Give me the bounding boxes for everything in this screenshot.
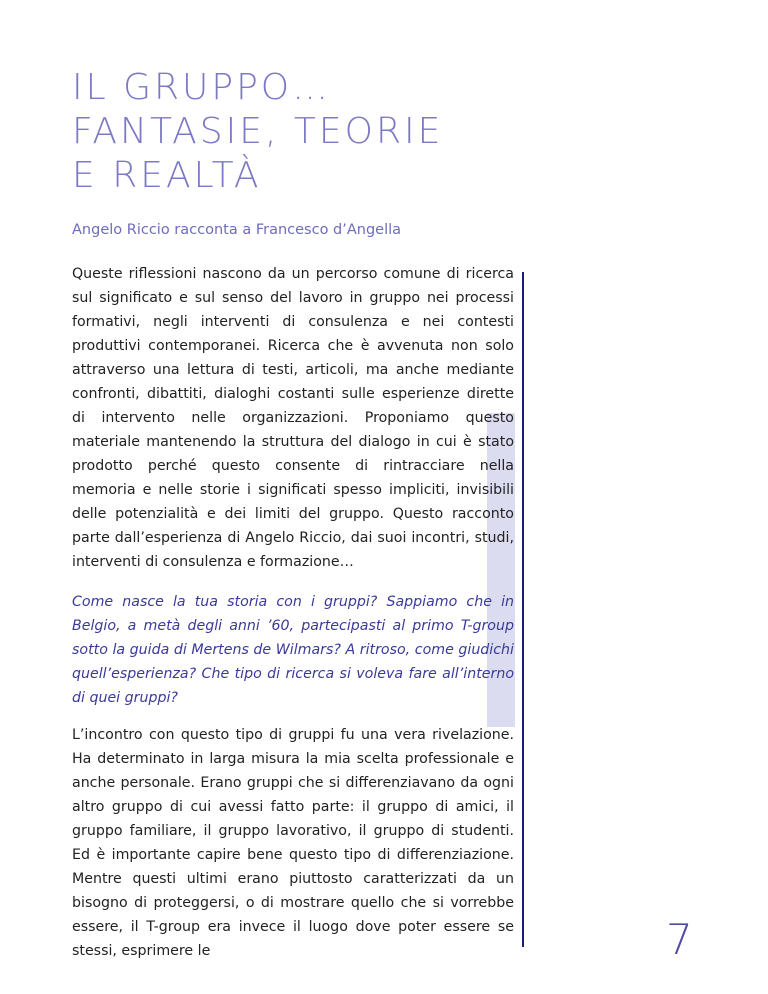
title-line-2: FANTASIE, TEORIE [72, 111, 444, 152]
vertical-rule [522, 272, 524, 947]
byline: Angelo Riccio racconta a Francesco d’Angella [72, 222, 402, 238]
answer-paragraph: L’incontro con questo tipo di gruppi fu una vera rivelazione. Ha determinato in larga misura la mia scelta professionale e anche personale. Erano gruppi che si differenziavano da ogni altro gruppo di cui avessi fatto parte: il gruppo di amici, il gruppo familiare, il gruppo lavorativo, il gruppo di studenti. Ed è importante capire bene questo tipo di differenziazione. Mentre questi ultimi erano piuttosto caratterizzati da un bisogno di proteggersi, o di mostrare quello che si vorrebbe essere, il T-group era invece il luogo dove poter essere se stessi, esprimere le [72, 727, 514, 959]
title-line-1: IL GRUPPO… [72, 67, 332, 108]
title-line-3: E REALTÀ [72, 155, 262, 196]
interview-question: Come nasce la tua storia con i gruppi? Sappiamo che in Belgio, a metà degli anni ’60, partecipasti al primo T-group sotto la guida di Mertens de Wilmars? A ritroso, come giudichi quell’esperienza? Che tipo di ricerca si voleva fare all’interno di quei gruppi? [72, 594, 514, 706]
intro-paragraph: Queste riflessioni nascono da un percorso comune di ricerca sul significato e sul senso del lavoro in gruppo nei processi formativi, negli interventi di consulenza e nei contesti produttivi contemporanei. Ricerca che è avvenuta non solo attraverso una lettura di testi, articoli, ma anche mediante confronti, dibattiti, dialoghi costanti sulle esperienze dirette di intervento nelle organizzazioni. Proponiamo questo materiale mantenendo la struttura del dialogo in cui è stato prodotto perché questo consente di rintracciare nella memoria e nelle storie i significati spesso impliciti, invisibili delle potenzialità e dei limiti del gruppo. Questo racconto parte dall’esperienza di Angelo Riccio, dai suoi incontri, studi, interventi di consulenza e formazione… [72, 266, 514, 570]
page-number: 7 [666, 915, 693, 964]
article-title [72, 66, 443, 198]
